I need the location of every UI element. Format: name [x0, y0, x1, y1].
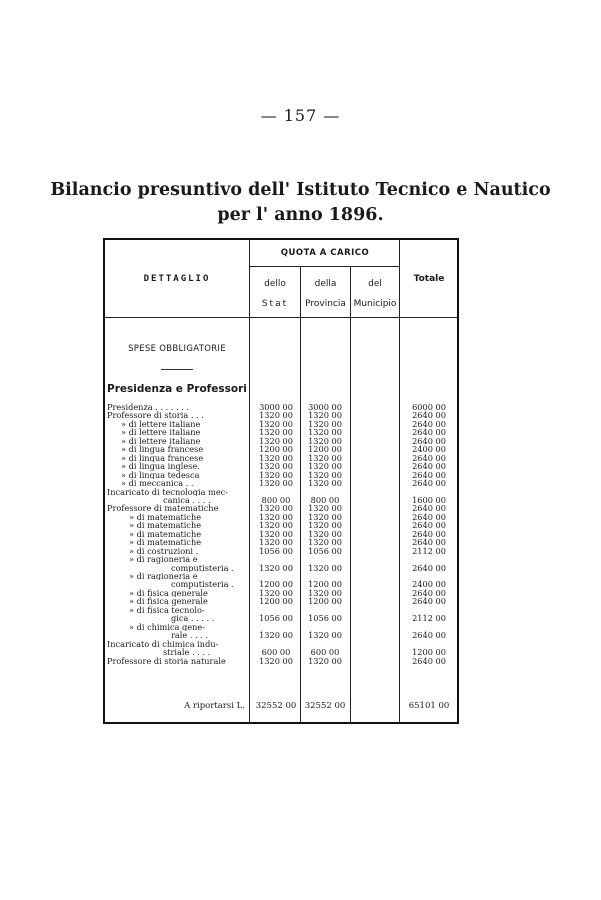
row-provincia: 1200 00	[308, 444, 342, 455]
row-label: Professore di storia . . .	[107, 411, 204, 420]
row-totale: 1600 00	[412, 494, 446, 505]
row-stato: 1320 00	[259, 452, 293, 463]
row-totale: 2640 00	[412, 469, 446, 480]
header-totale: Totale	[413, 274, 445, 284]
row-stato: 1320 00	[259, 528, 293, 539]
row-label: striale . . . .	[163, 648, 211, 657]
row-provincia: 1200 00	[308, 596, 342, 607]
row-totale: 6000 00	[412, 402, 446, 412]
row-stato: 1200 00	[259, 579, 293, 590]
header-provincia	[301, 274, 350, 314]
row-provincia: 1320 00	[308, 418, 342, 429]
row-stato: 1320 00	[259, 511, 293, 522]
row-totale: 2640 00	[412, 418, 446, 429]
row-totale: 2640 00	[412, 630, 446, 641]
row-label: Incaricato di chimica indu-	[107, 639, 219, 649]
row-label: » di costruzioni .	[129, 546, 199, 556]
row-stato: 1320 00	[259, 478, 293, 489]
quota-rule	[249, 266, 399, 267]
row-label: gica . . . . .	[171, 614, 215, 623]
table-row	[105, 547, 457, 555]
row-stato: 1200 00	[259, 596, 293, 607]
row-stato: 1320 00	[259, 469, 293, 480]
header-stato-line1: dello	[264, 279, 286, 289]
row-totale: 2640 00	[412, 587, 446, 598]
row-stato: 1320 00	[259, 655, 293, 666]
row-provincia: 1320 00	[308, 630, 342, 641]
row-label: » di matematiche	[129, 521, 202, 530]
row-label: » di meccanica . .	[121, 479, 194, 488]
section-presidenza: Presidenza e Professori	[107, 383, 247, 395]
row-stato: 3000 00	[259, 402, 293, 412]
row-stato: 1320 00	[259, 630, 293, 641]
table-row	[105, 564, 457, 572]
row-provincia: 1320 00	[308, 478, 342, 489]
row-label: » di fisica tecnolo-	[129, 605, 205, 615]
section-spese-obbligatorie: SPESE OBBLIGATORIE	[128, 344, 226, 354]
row-label: » di lingua inglese.	[121, 462, 200, 471]
row-totale: 2640 00	[412, 435, 446, 446]
table-row	[105, 479, 457, 487]
row-stato: 1320 00	[259, 418, 293, 429]
row-stato: 1320 00	[259, 562, 293, 573]
header-municipio	[351, 274, 399, 314]
row-provincia: 1320 00	[308, 520, 342, 531]
row-label: » di matematiche	[129, 538, 202, 547]
row-stato: 1056 00	[259, 613, 293, 624]
row-label: » di lettere italiane	[121, 419, 201, 429]
table-row	[105, 597, 457, 605]
row-label: » di fisica generale	[129, 597, 208, 606]
page-number: — 157 —	[260, 106, 341, 125]
row-stato: 1320 00	[259, 503, 293, 514]
row-provincia: 1320 00	[308, 410, 342, 421]
row-totale: 2640 00	[412, 655, 446, 666]
budget-table	[103, 238, 459, 724]
row-provincia: 1320 00	[308, 511, 342, 522]
header-stato-line2: Stat	[261, 299, 289, 309]
table-row	[105, 614, 457, 622]
row-totale: 2640 00	[412, 452, 446, 463]
document-title	[0, 178, 601, 228]
row-label: rale . . . .	[171, 631, 209, 640]
row-label: » di lingua francese	[121, 453, 204, 463]
row-totale: 2640 00	[412, 427, 446, 438]
row-provincia: 1320 00	[308, 587, 342, 598]
row-label: Incaricato di tecnologia mec-	[107, 487, 229, 496]
row-totale: 2640 00	[412, 511, 446, 522]
row-label: » di ragioneria e	[129, 572, 198, 581]
row-totale: 2640 00	[412, 478, 446, 489]
row-provincia: 1320 00	[308, 469, 342, 480]
row-provincia: 600 00	[310, 647, 340, 658]
row-label: Professore di storia naturale	[107, 656, 226, 665]
row-totale: 1200 00	[412, 647, 446, 658]
row-label: » di lingua tedesca	[121, 470, 200, 480]
row-provincia: 1320 00	[308, 528, 342, 539]
row-totale: 2640 00	[412, 562, 446, 573]
table-row	[105, 631, 457, 639]
row-stato: 1320 00	[259, 410, 293, 421]
row-label: Professore di matematiche	[107, 504, 219, 513]
row-stato: 1320 00	[259, 435, 293, 446]
row-totale: 2400 00	[412, 444, 446, 455]
row-label: » di ragioneria e	[129, 555, 198, 564]
row-label: » di chimica gene-	[129, 622, 205, 632]
row-label: Presidenza . . . . . . .	[107, 403, 190, 412]
row-provincia: 1320 00	[308, 452, 342, 463]
row-provincia: 1320 00	[308, 655, 342, 666]
row-totale: 2640 00	[412, 528, 446, 539]
row-label: » di lettere italiane	[121, 428, 201, 437]
row-stato: 1200 00	[259, 444, 293, 455]
section-divider	[161, 369, 193, 370]
row-totale: 2640 00	[412, 503, 446, 514]
footer-provincia: 32552 00	[304, 701, 346, 711]
footer-totale: 65101 00	[408, 701, 450, 711]
row-totale: 2400 00	[412, 579, 446, 590]
header-dettaglio: DETTAGLIO	[143, 274, 211, 284]
row-stato: 1320 00	[259, 520, 293, 531]
row-provincia: 1320 00	[308, 461, 342, 472]
row-totale: 2640 00	[412, 537, 446, 548]
row-totale: 2640 00	[412, 461, 446, 472]
row-stato: 1320 00	[259, 587, 293, 598]
header-stato	[251, 274, 299, 314]
row-stato: 1320 00	[259, 461, 293, 472]
table-row	[105, 657, 457, 665]
row-provincia: 1056 00	[308, 613, 342, 624]
row-label: » di fisica generale	[129, 588, 208, 598]
row-label: » di matematiche	[129, 512, 202, 522]
header-provincia-line1: della	[314, 279, 337, 289]
header-provincia-line2: Provincia	[305, 299, 346, 309]
row-label: canica . . . .	[163, 495, 211, 505]
row-provincia: 1320 00	[308, 562, 342, 573]
row-provincia: 1056 00	[308, 545, 342, 556]
row-label: » di matematiche	[129, 529, 202, 539]
title-line-1: Bilancio presuntivo dell' Istituto Tecnico e Nautico	[50, 180, 551, 200]
row-provincia: 1200 00	[308, 579, 342, 590]
row-stato: 1320 00	[259, 537, 293, 548]
title-line-2: per l' anno 1896.	[217, 205, 384, 225]
header-quota: QUOTA A CARICO	[280, 248, 370, 258]
row-totale: 2112 00	[412, 545, 446, 556]
row-provincia: 1320 00	[308, 537, 342, 548]
row-provincia: 1320 00	[308, 503, 342, 514]
header-municipio-line1: del	[368, 279, 382, 289]
row-stato: 600 00	[261, 647, 291, 658]
row-label: computisteria .	[171, 580, 234, 589]
row-totale: 2112 00	[412, 613, 446, 624]
row-stato: 800 00	[261, 494, 291, 505]
row-totale: 2640 00	[412, 520, 446, 531]
row-stato: 1320 00	[259, 427, 293, 438]
footer-label: A riportarsi L.	[184, 701, 245, 711]
header-municipio-line2: Municipio	[353, 299, 397, 309]
row-label: computisteria .	[171, 563, 234, 572]
row-provincia: 800 00	[310, 494, 340, 505]
row-provincia: 1320 00	[308, 427, 342, 438]
row-stato: 1056 00	[259, 545, 293, 556]
row-totale: 2640 00	[412, 410, 446, 421]
row-label: » di lingua francese	[121, 445, 204, 454]
row-provincia: 1320 00	[308, 435, 342, 446]
header-rule	[105, 317, 457, 318]
row-provincia: 3000 00	[308, 402, 342, 412]
footer-stato: 32552 00	[255, 701, 297, 711]
row-label: » di lettere italiane	[121, 436, 201, 446]
row-totale: 2640 00	[412, 596, 446, 607]
